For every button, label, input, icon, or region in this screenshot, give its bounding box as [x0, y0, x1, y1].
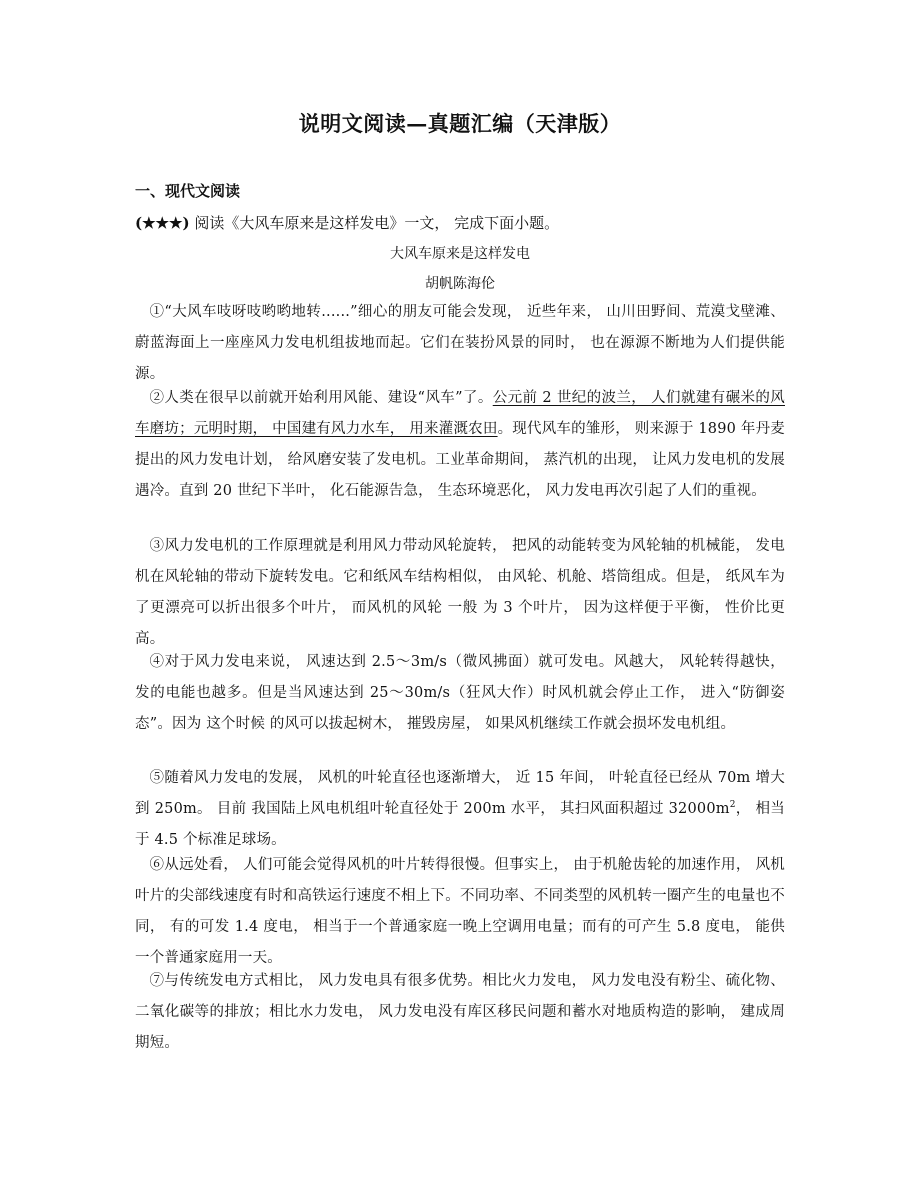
paragraph-6: ⑥从远处看， 人们可能会觉得风机的叶片转得很慢。但事实上， 由于机舱齿轮的加速作用， 风机叶片的尖部线速度有时和高铁运行速度不相上下。不同功率、不同类型的风机转一圈产生的电量也不同， 有的可发 1.4 度电， 相当于一个普通家庭一晚上空调用电量；而有的可产生 5.8 度电， 能供一个普通家庭用一天。	[135, 857, 785, 966]
section-heading: 一、现代文阅读	[135, 182, 241, 200]
paragraph-4: ④对于风力发电来说， 风速达到 2.5～3m/s（微风拂面）就可发电。风越大， 风轮转得越快， 发的电能也越多。但是当风速达到 25～30m/s（狂风大作）时风机就会停止工作， 进入“防御姿态”。因为 这个时候 的风可以拔起树木， 摧毁房屋， 如果风机继续工作就会损坏发电机组。	[135, 654, 785, 732]
question-prompt	[135, 212, 559, 233]
paragraph-7: ⑦与传统发电方式相比， 风力发电具有很多优势。相比火力发电， 风力发电没有粉尘、硫化物、二氧化碳等的排放；相比水力发电， 风力发电没有库区移民问题和蓄水对地质构造的影响， 建成周期短。	[135, 973, 785, 1051]
question-text: 阅读《大风车原来是这样发电》一文， 完成下面小题。	[189, 214, 560, 232]
page-title: 说明文阅读—真题汇编（天津版）	[298, 111, 622, 136]
article-author: 胡帆陈海伦	[425, 276, 495, 292]
paragraph-3: ③风力发电机的工作原理就是利用风力带动风轮旋转， 把风的动能转变为风轮轴的机械能， 发电机在风轮轴的带动下旋转发电。它和纸风车结构相似， 由风轮、机舱、塔筒组成。但是， 纸风车为了更漂亮可以折出很多个叶片， 而风机的风轮 一般 为 3 个叶片， 因为这样便于平衡， 性价比更高。	[135, 538, 785, 647]
superscript: 2	[729, 800, 736, 811]
paragraph-2: ②人类在很早以前就开始利用风能、建设“风车”了。公元前 2 世纪的波兰， 人们就建有碾米的风车磨坊；元明时期， 中国建有风力水车， 用来灌溉农田。现代风车的雏形， 则来源于 1890 年丹麦提出的风力发电计划， 给风磨安装了发电机。工业革命期间， 蒸汽机的出现， 让风力发电机的发展遇冷。直到 20 世纪下半叶， 化石能源告急， 生态环境恶化， 风力发电再次引起了人们的重视。	[135, 390, 786, 499]
paragraph-1: ①“大风车吱呀吱哟哟地转......”细心的朋友可能会发现， 近些年来， 山川田野间、荒漠戈壁滩、蔚蓝海面上一座座风力发电机组拔地而起。它们在装扮风景的同时， 也在源源不断地为人们提供能源。	[135, 304, 785, 382]
difficulty-stars: (★★★)	[135, 214, 190, 232]
paragraph-5: ⑤随着风力发电的发展， 风机的叶轮直径也逐渐增大， 近 15 年间， 叶轮直径已经从 70m 增大到 250m。 目前 我国陆上风电机组叶轮直径处于 200m 水平， 其扫风面积超过 $32000m^2$， 相当于 4.5 个标准足球场。	[135, 770, 785, 848]
underlined-sentence: 公元前 2 世纪的波兰， 人们就建有碾米的风车磨坊；元明时期， 中国建有风力水车， 用来灌溉农田	[135, 390, 785, 437]
article-title: 大风车原来是这样发电	[390, 246, 530, 262]
